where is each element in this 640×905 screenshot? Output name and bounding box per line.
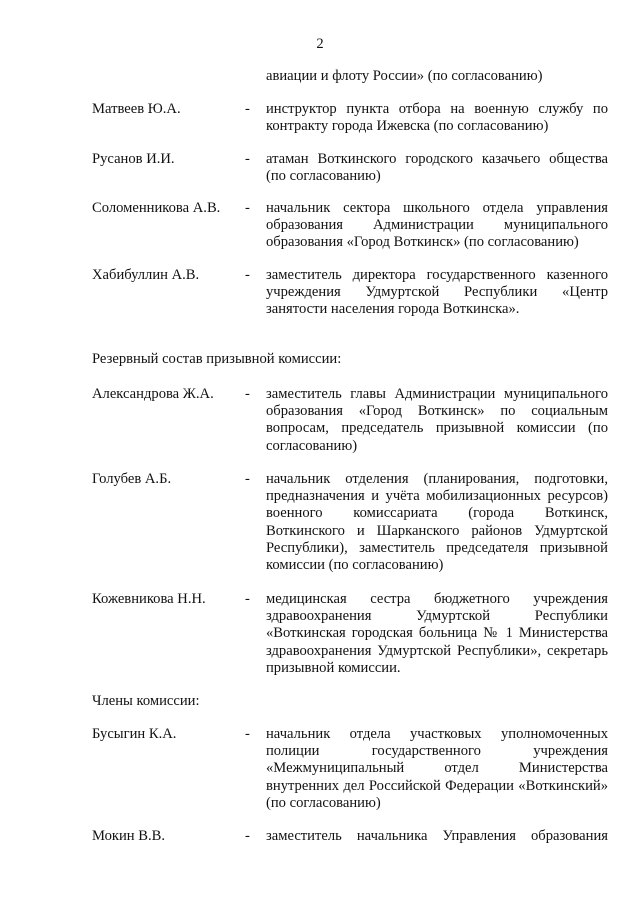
dash-separator: -	[245, 591, 250, 607]
dash-separator: -	[245, 726, 250, 742]
member-name: Александрова Ж.А.	[92, 386, 214, 402]
member-position: заместитель главы Администрации муниципального образования «Город Воткинск» по социальным вопросам, председатель призывной комиссии (по согласованию)	[266, 386, 608, 454]
member-position: заместитель директора государственного казенного учреждения Удмуртской Республики «Центр занятости населения города Воткинска».	[266, 267, 608, 318]
member-position: атаман Воткинского городского казачьего общества (по согласованию)	[266, 151, 608, 185]
continuation-text: авиации и флоту России» (по согласованию)	[266, 68, 543, 84]
member-position: начальник отдела участковых уполномоченных полиции государственного учреждения «Межмуниципальный отдел Министерства внутренних дел Российской Федерации «Воткинский» (по согласованию)	[266, 726, 608, 811]
dash-separator: -	[245, 151, 250, 167]
member-name: Бусыгин К.А.	[92, 726, 177, 742]
member-name: Мокин В.В.	[92, 828, 166, 844]
dash-separator: -	[245, 471, 250, 487]
member-name: Соломенникова А.В.	[92, 200, 221, 216]
member-name: Голубев А.Б.	[92, 471, 172, 487]
page-number: 2	[316, 36, 324, 52]
member-position: начальник отделения (планирования, подготовки, предназначения и учёта мобилизационных ресурсов) военного комиссариата (города Воткинск, Воткинского и Шарканского районов Удмуртской Республики), заместитель председателя призывной комиссии (по согласованию)	[266, 471, 608, 574]
member-position: начальник сектора школьного отдела управления образования Администрации муниципального образования «Город Воткинск» (по согласованию)	[266, 200, 608, 251]
member-name: Матвеев Ю.А.	[92, 101, 181, 117]
member-name: Кожевникова Н.Н.	[92, 591, 206, 607]
member-position: медицинская сестра бюджетного учреждения здравоохранения Удмуртской Республики «Воткинская городская больница № 1 Министерства здравоохранения Удмуртской Республики», секретарь призывной комиссии.	[266, 591, 608, 676]
members-section-heading: Члены комиссии:	[92, 693, 200, 709]
dash-separator: -	[245, 101, 250, 117]
member-position: заместитель начальника Управления образования	[266, 828, 608, 844]
dash-separator: -	[245, 386, 250, 402]
dash-separator: -	[245, 200, 250, 216]
member-name: Хабибуллин А.В.	[92, 267, 200, 283]
member-name: Русанов И.И.	[92, 151, 175, 167]
dash-separator: -	[245, 267, 250, 283]
dash-separator: -	[245, 828, 250, 844]
reserve-section-heading: Резервный состав призывной комиссии:	[92, 351, 342, 367]
member-position: инструктор пункта отбора на военную службу по контракту города Ижевска (по согласованию)	[266, 101, 608, 135]
